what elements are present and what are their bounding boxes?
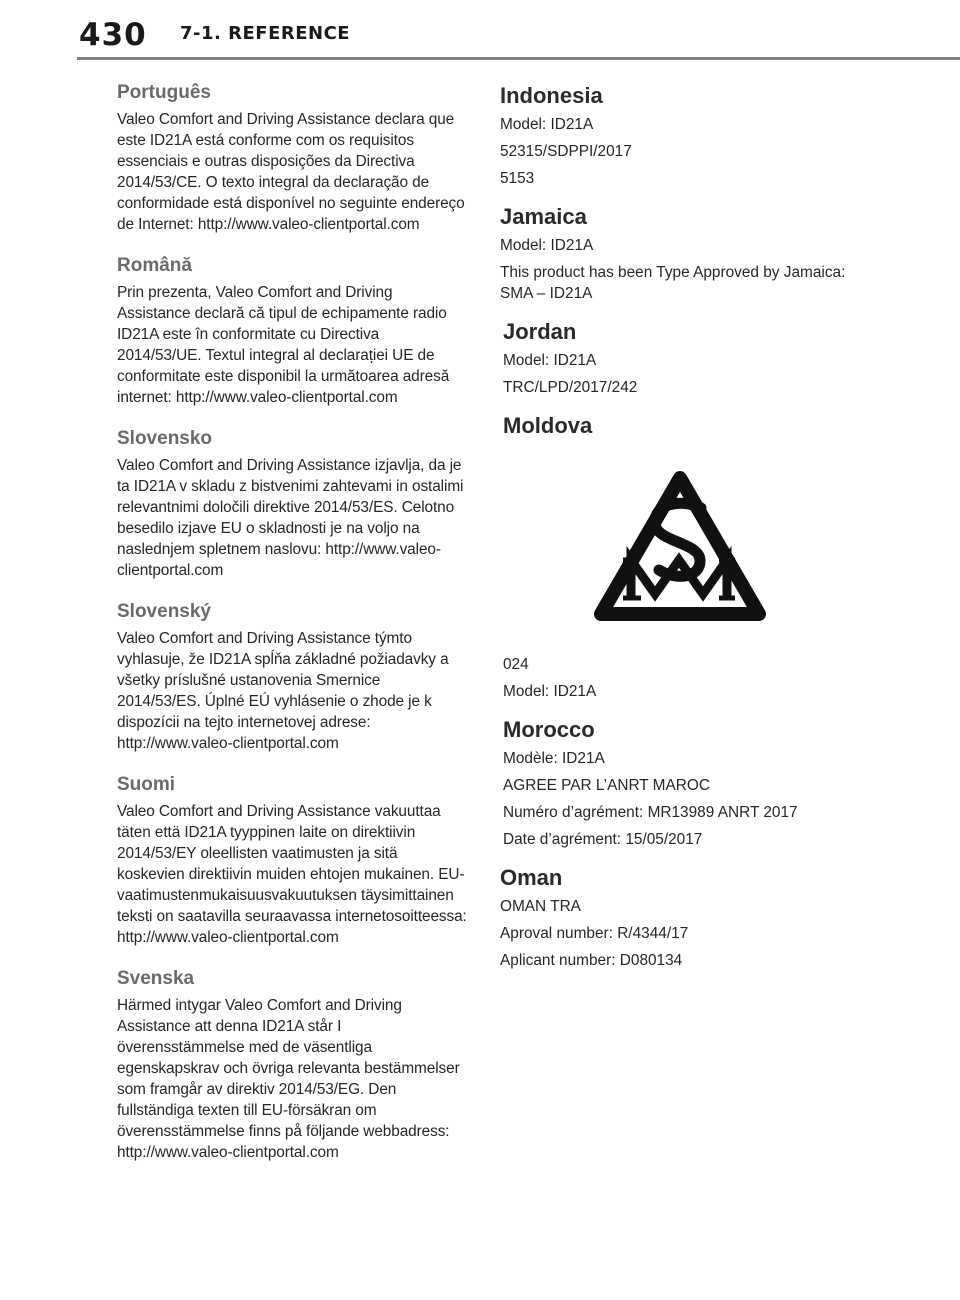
- section-title: 7-1. REFERENCE: [180, 23, 351, 44]
- country-heading: Morocco: [503, 717, 595, 742]
- section-heading: Svenska: [117, 968, 195, 989]
- page-header: [0, 0, 960, 58]
- section-text: Valeo Comfort and Driving Assistance izjavlja, da je ta ID21A v skladu z bistvenimi zahtevami in ostalimi relevantnimi določili direktive 2014/53/ES. Celotno besedilo izjave EU o skladnosti je na voljo na naslednjem spletnem naslovu: http://www.valeo-clientportal.com: [117, 457, 464, 579]
- info-line: TRC/LPD/2017/242: [503, 379, 638, 396]
- country-moldova: [500, 408, 860, 702]
- page-number: 430: [79, 17, 147, 53]
- section-text: Valeo Comfort and Driving Assistance týmto vyhlasuje, že ID21A spĺňa základné požiadavky a všetky príslušné ustanovenia Smernice 2014/53/ES. Úplné EÚ vyhlásenie o zhode je k dispozícii na tejto internetovej adrese: http://www.valeo-clientportal.com: [117, 630, 449, 752]
- info-line: OMAN TRA: [500, 898, 581, 915]
- country-heading: Jamaica: [500, 204, 587, 229]
- right-column: [500, 78, 860, 981]
- info-line: Model: ID21A: [500, 237, 594, 254]
- section-heading: Slovenský: [117, 601, 211, 622]
- info-line: 024: [503, 656, 529, 673]
- lang-section-suomi: [117, 770, 467, 948]
- info-line: Aplicant number: D080134: [500, 952, 683, 969]
- section-heading: Português: [117, 82, 211, 103]
- country-indonesia: [500, 78, 860, 189]
- lang-section-slovensko: [117, 424, 467, 581]
- section-text: Prin prezenta, Valeo Comfort and Driving Assistance declară că tipul de echipamente radio ID21A este în conformitate cu Directiva 2014/53/UE. Textul integral al declarației UE de conformitate este disponibil la următoarea adresă internet: http://www.valeo-clientportal.com: [117, 284, 450, 406]
- lang-section-svenska: [117, 964, 467, 1163]
- section-text: Härmed intygar Valeo Comfort and Driving Assistance att denna ID21A står I överensstämmelse med de väsentliga egenskapskrav och övriga relevanta bestämmelser som framgår av direktiv 2014/53/EG. Den fullständiga texten till EU-försäkran om överensstämmelse finns på följande webbadress: http://www.valeo-clientportal.com: [117, 997, 460, 1161]
- info-line: Model: ID21A: [500, 116, 594, 133]
- sm-triangle-logo-icon: [589, 464, 771, 624]
- country-heading: Oman: [500, 865, 563, 890]
- section-heading: Suomi: [117, 774, 176, 795]
- lang-section-romana: [117, 251, 467, 408]
- country-heading: Moldova: [503, 413, 593, 438]
- info-line: Numéro d’agrément: MR13989 ANRT 2017: [503, 804, 798, 821]
- sm-certification-logo: [503, 458, 863, 638]
- info-line: Modèle: ID21A: [503, 750, 605, 767]
- lang-section-slovensky: [117, 597, 467, 754]
- lang-section-portugues: [117, 78, 467, 235]
- country-jamaica: [500, 199, 860, 304]
- country-morocco: [500, 712, 860, 850]
- info-line: This product has been Type Approved by Jamaica: SMA – ID21A: [500, 264, 846, 302]
- country-jordan: [500, 314, 860, 398]
- info-line: Model: ID21A: [503, 683, 597, 700]
- section-heading: Română: [117, 255, 192, 276]
- info-line: Model: ID21A: [503, 352, 597, 369]
- left-column: [117, 78, 467, 1179]
- header-rule: [77, 57, 960, 60]
- section-heading: Slovensko: [117, 428, 213, 449]
- country-oman: [500, 860, 860, 971]
- info-line: 5153: [500, 170, 535, 187]
- section-text: Valeo Comfort and Driving Assistance vakuuttaa täten että ID21A tyyppinen laite on direktiivin 2014/53/EY oleellisten vaatimusten ja sitä koskevien direktiivin muiden ehtojen mukainen. EU-vaatimustenmukaisuusvakuutuksen täysimittainen teksti on saatavilla seuraavassa internetosoitteessa: http://www.valeo-clientportal.com: [117, 803, 467, 946]
- info-line: AGREE PAR L’ANRT MAROC: [503, 777, 710, 794]
- info-line: Date d’agrément: 15/05/2017: [503, 831, 703, 848]
- info-line: Aproval number: R/4344/17: [500, 925, 689, 942]
- info-line: 52315/SDPPI/2017: [500, 143, 632, 160]
- section-text: Valeo Comfort and Driving Assistance declara que este ID21A está conforme com os requisitos essenciais e outras disposições da Directiva 2014/53/CE. O texto integral da declaração de conformidade está disponível no seguinte endereço de Internet: http://www.valeo-clientportal.com: [117, 111, 465, 233]
- country-heading: Jordan: [503, 319, 577, 344]
- country-heading: Indonesia: [500, 83, 603, 108]
